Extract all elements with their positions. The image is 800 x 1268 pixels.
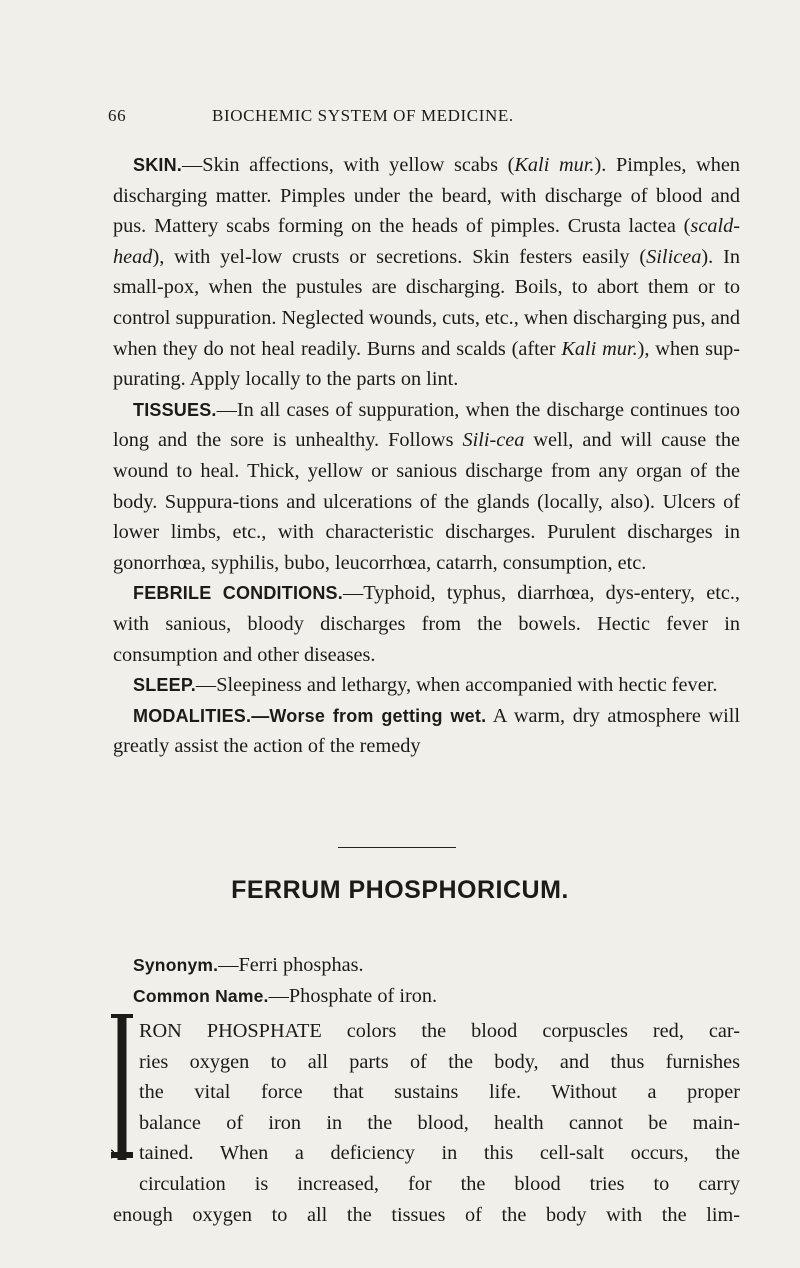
common-name-label: Common Name. [133,986,269,1006]
paragraph-sleep [113,670,740,701]
synonym-label: Synonym. [133,955,219,975]
paragraph-skin [113,150,740,395]
common-name-value: —Phosphate of iron. [268,985,438,1007]
heading-skin: SKIN. [133,155,183,175]
text-run: A warm, dry atmosphere will greatly assist the action of the remedy [113,704,740,758]
intro-line: enough oxygen to all the tissues of the body with the lim- [113,1203,740,1226]
running-head [108,106,748,126]
text-run: —Typhoid, typhus, diarrhœa, dys-entery, etc., with sanious, bloody discharges from the bowels. Hectic fever in consumption and other diseases. [113,582,740,666]
remedy-title: FERRUM PHOSPHORICUM. [231,876,569,904]
remedy-name: Kali mur. [561,337,638,360]
text-run: —In all cases of suppuration, when the discharge continues too long and the sore is unhealthy. Follows [113,398,740,452]
text-run: ), with yel-low crusts or secretions. Skin festers easily ( [152,245,647,268]
intro-line: ries oxygen to all parts of the body, and thus furnishes [139,1050,740,1073]
section-divider [338,847,456,848]
paragraph-tissues [113,395,740,579]
page-number: 66 [108,106,127,125]
heading-febrile: FEBRILE CONDITIONS. [133,583,343,604]
common-name-line [133,985,437,1008]
paragraph-febrile [113,578,740,670]
term-italic: scald-head [113,215,740,268]
heading-tissues: TISSUES. [133,399,217,420]
running-title: BIOCHEMIC SYSTEM OF MEDICINE. [212,106,514,125]
intro-line: balance of iron in the blood, health cannot be main- [139,1111,740,1134]
remedy-name: Sili-cea [462,429,525,452]
remedy-name: Silicea [646,245,702,268]
text-run: well, and will cause the wound to heal. Thick, yellow or sanious discharge from any organ of the body. Suppura-tions and ulcerations of the glands (locally, also). Ulcers of lower limbs, etc., with characteristic discharges. Purulent discharges in gonorrhœa, syphilis, bubo, leucorrhœa, catarrh, consumption, etc. [113,429,740,574]
text-run: —Sleepiness and lethargy, when accompanied with hectic fever. [195,674,718,697]
intro-paragraph [113,1016,740,1230]
heading-modalities: MODALITIES.—Worse from getting wet. [133,705,487,726]
intro-line: RON PHOSPHATE colors the blood corpuscles red, car- [139,1020,740,1042]
remedy-name: Kali mur. [514,154,595,176]
intro-line: circulation is increased, for the blood tries to carry [139,1172,740,1195]
text-run: ). Pimples, when discharging matter. Pimples under the beard, with discharge of blood and pus. Mattery scabs forming on the heads of pimples. Crusta lactea ( [113,154,740,238]
paragraph-modalities [113,701,740,762]
synonym-line [133,954,364,977]
body-text [113,150,740,762]
text-run: —Skin affections, with yellow scabs ( [182,154,515,176]
heading-sleep: SLEEP. [133,675,196,696]
text-run: ). In small-pox, when the pustules are discharging. Boils, to abort them or to control suppuration. Neglected wounds, cuts, etc., when discharging pus, and when they do not heal readily. Burns and scalds (after [113,245,741,360]
intro-line: the vital force that sustains life. Without a proper [139,1081,740,1104]
intro-line: tained. When a deficiency in this cell-salt occurs, the [139,1142,740,1165]
text-run: ), when sup-purating. Apply locally to the parts on lint. [113,337,740,391]
synonym-value: —Ferri phosphas. [218,954,364,976]
